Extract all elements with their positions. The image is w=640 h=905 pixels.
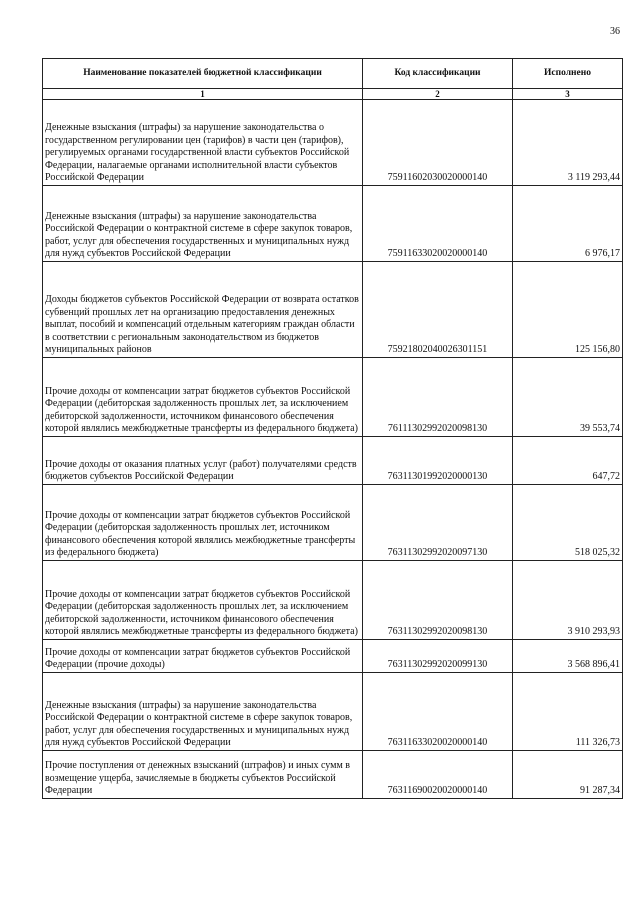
row-code: 76311302992020097130 [363,485,513,561]
row-name: Прочие поступления от денежных взысканий (штрафов) и иных сумм в возмещение ущерба, зачисляемые в бюджеты субъектов Российской Федерации [43,751,363,799]
table-row [43,485,623,561]
row-executed: 39 553,74 [513,358,623,437]
table-row [43,358,623,437]
row-executed: 647,72 [513,437,623,485]
header-row [43,59,623,89]
row-code: 76311690020020000140 [363,751,513,799]
row-name: Прочие доходы от компенсации затрат бюджетов субъектов Российской Федерации (дебиторская задолженность прошлых лет, источником финансового обеспечения которой являлись межбюджетные трансферты из федерального бюджета) [43,485,363,561]
table-row [43,751,623,799]
row-code: 76311633020020000140 [363,673,513,751]
row-name: Денежные взыскания (штрафы) за нарушение законодательства Российской Федерации о контрактной системе в сфере закупок товаров, работ, услуг для обеспечения государственных и муниципальных нужд для нужд субъектов Российской Федерации [43,186,363,262]
row-name: Прочие доходы от компенсации затрат бюджетов субъектов Российской Федерации (дебиторская задолженность прошлых лет, за исключением дебиторской задолженности, источником финансового обеспечения которой являлись межбюджетные трансферты из федерального бюджета) [43,358,363,437]
table-row [43,100,623,186]
row-name: Прочие доходы от компенсации затрат бюджетов субъектов Российской Федерации (дебиторская задолженность прошлых лет, за исключением дебиторской задолженности, источником финансового обеспечения которой являлись межбюджетные трансферты из федерального бюджета) [43,561,363,640]
row-name: Денежные взыскания (штрафы) за нарушение законодательства о государственном регулировании цен (тарифов) в части цен (тарифов), регулируемых органами государственной власти субъектов Российской Федерации, налагаемые органами исполнительной власти субъектов Российской Федерации [43,100,363,186]
column-number-row [43,89,623,100]
row-name: Доходы бюджетов субъектов Российской Федерации от возврата остатков субвенций прошлых лет на организацию предоставления денежных выплат, пособий и компенсаций отдельным категориям граждан области в соответствии с региональным законодательством из бюджетов муниципальных районов [43,262,363,358]
column-number: 3 [513,89,623,100]
header-code: Код классификации [363,59,513,89]
row-code: 76311302992020098130 [363,561,513,640]
table-row [43,437,623,485]
row-code: 75921802040026301151 [363,262,513,358]
row-executed: 111 326,73 [513,673,623,751]
row-executed: 6 976,17 [513,186,623,262]
table-row [43,673,623,751]
row-code: 76111302992020098130 [363,358,513,437]
header-name: Наименование показателей бюджетной классификации [43,59,363,89]
row-executed: 125 156,80 [513,262,623,358]
row-name: Прочие доходы от компенсации затрат бюджетов субъектов Российской Федерации (прочие доходы) [43,640,363,673]
row-executed: 3 119 293,44 [513,100,623,186]
table-row [43,262,623,358]
page-number: 36 [610,26,620,37]
table-row [43,186,623,262]
row-executed: 3 910 293,93 [513,561,623,640]
row-code: 75911633020020000140 [363,186,513,262]
row-executed: 3 568 896,41 [513,640,623,673]
row-code: 76311301992020000130 [363,437,513,485]
row-code: 75911602030020000140 [363,100,513,186]
column-number: 2 [363,89,513,100]
budget-classification-table [42,58,623,799]
table-row [43,640,623,673]
row-code: 76311302992020099130 [363,640,513,673]
column-number: 1 [43,89,363,100]
row-executed: 518 025,32 [513,485,623,561]
row-name: Денежные взыскания (штрафы) за нарушение законодательства Российской Федерации о контрактной системе в сфере закупок товаров, работ, услуг для обеспечения государственных и муниципальных нужд для нужд субъектов Российской Федерации [43,673,363,751]
header-executed: Исполнено [513,59,623,89]
row-executed: 91 287,34 [513,751,623,799]
table-row [43,561,623,640]
row-name: Прочие доходы от оказания платных услуг (работ) получателями средств бюджетов субъектов Российской Федерации [43,437,363,485]
